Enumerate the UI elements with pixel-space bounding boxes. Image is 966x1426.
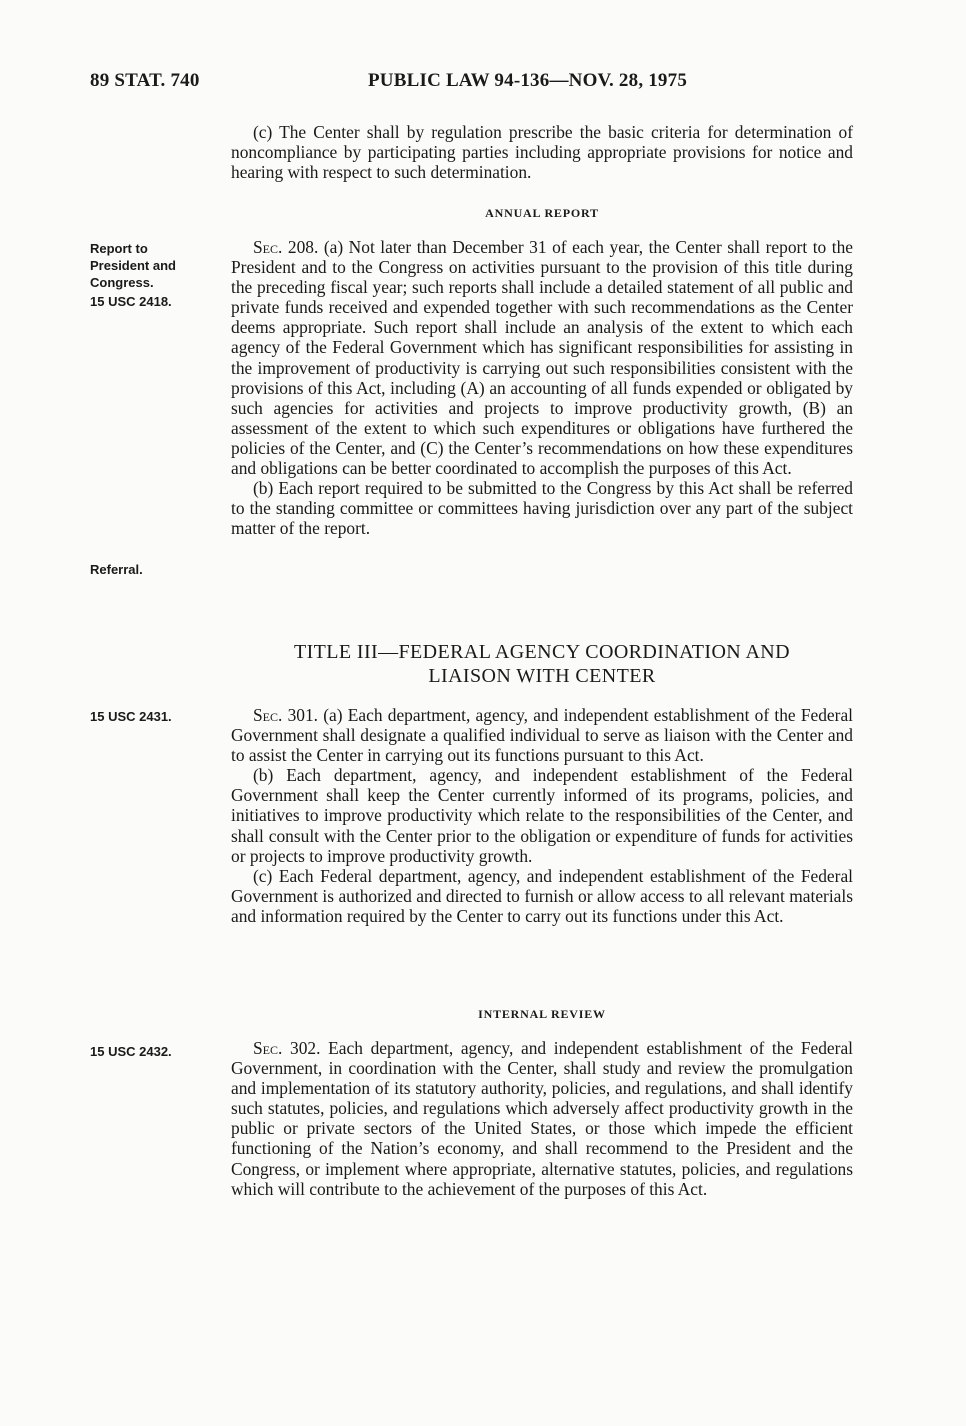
margin-note-line: President and — [90, 258, 176, 273]
paragraph-c-criteria — [231, 122, 853, 182]
section-302-body: 302. Each department, agency, and independent establishment of the Federal Government, in coordination with the Center, shall study and review the promulgation and implementation of its statutory authority, policies, and regulations, and shall identify such statutes, policies, and regulations which adversely affect productivity growth in the public or private sectors of the United States, or those which impede the efficient functioning of the Nation’s economy, and shall recommend to the President and the Congress, or implement where appropriate, alternative statutes, policies, and regulations which will contribute to the achievement of the purposes of this Act. — [231, 1038, 853, 1199]
section-208-a — [231, 237, 853, 478]
section-301 — [231, 705, 853, 926]
margin-note-referral: Referral. — [90, 562, 143, 577]
statute-page-number: 89 STAT. 740 — [90, 70, 200, 91]
section-label: Sec. — [253, 1038, 283, 1058]
section-208-b: (b) Each report required to be submitted to the Congress by this Act shall be referred to the standing committee or committees having jurisdiction over any part of the subject matter of the report. — [231, 478, 853, 539]
margin-usc-2431: 15 USC 2431. — [90, 709, 172, 724]
section-301-a — [231, 705, 853, 765]
public-law-header: PUBLIC LAW 94-136—NOV. 28, 1975 — [368, 70, 688, 91]
title-iii-line-1: TITLE III—FEDERAL AGENCY COORDINATION AND — [294, 641, 790, 663]
title-iii-line-2: LIAISON WITH CENTER — [428, 665, 656, 687]
margin-note-line: Report to — [90, 241, 148, 256]
title-iii-heading — [231, 640, 853, 688]
margin-note-line: Congress. — [90, 275, 154, 290]
section-301-b: (b) Each department, agency, and independent establishment of the Federal Government shall keep the Center currently informed of its programs, policies, and initiatives to improve productivity which relate to the responsibilities of the Center, and shall consult with the Center prior to the obligation or expenditure of funds for activities or projects to improve productivity growth. — [231, 765, 853, 866]
margin-usc-2432: 15 USC 2432. — [90, 1044, 172, 1059]
section-302 — [231, 1038, 853, 1199]
section-208-a-text: 208. (a) Not later than December 31 of each year, the Center shall report to the President and to the Congress on activities pursuant to the provision of this title during the preceding fiscal year; such reports shall include a detailed statement of all public and private funds received and expended together with such recommendations as the Center deems appropriate. Such report shall include an analysis of the extent to which each agency of the Federal Government which has significant responsibilities for assisting in the improvement of productivity is carrying out such responsibilities consistent with the provisions of this Act, including (A) an accounting of all funds expended or obligated by such agencies for activities and projects to improve productivity growth, (B) an assessment of the extent to which such expenditures or obligations have furthered the policies of the Center, and (C) the Center’s recommendations on how these expenditures and obligations can be better coordinated to accomplish the purposes of this Act. — [231, 237, 853, 479]
section-label: Sec. — [253, 237, 283, 257]
margin-usc-2418: 15 USC 2418. — [90, 294, 172, 309]
internal-review-caption: INTERNAL REVIEW — [478, 1007, 606, 1021]
section-label: Sec. — [253, 705, 283, 725]
annual-report-caption: ANNUAL REPORT — [485, 206, 599, 220]
section-302-text — [231, 1038, 853, 1199]
section-208 — [231, 237, 853, 538]
section-301-c: (c) Each Federal department, agency, and independent establishment of the Federal Government is authorized and directed to furnish or allow access to all relevant materials and information required by the Center to carry out its functions under this Act. — [231, 865, 853, 926]
margin-note-report — [90, 240, 220, 310]
paragraph-c-text: (c) The Center shall by regulation prescribe the basic criteria for determination of noncompliance by participating parties including appropriate provisions for notice and hearing with respect to such determination. — [231, 122, 853, 183]
section-301-a-text: 301. (a) Each department, agency, and independent establishment of the Federal Government shall designate a qualified individual to serve as liaison with the Center and to assist the Center in carrying out its functions pursuant to this Act. — [231, 705, 853, 766]
